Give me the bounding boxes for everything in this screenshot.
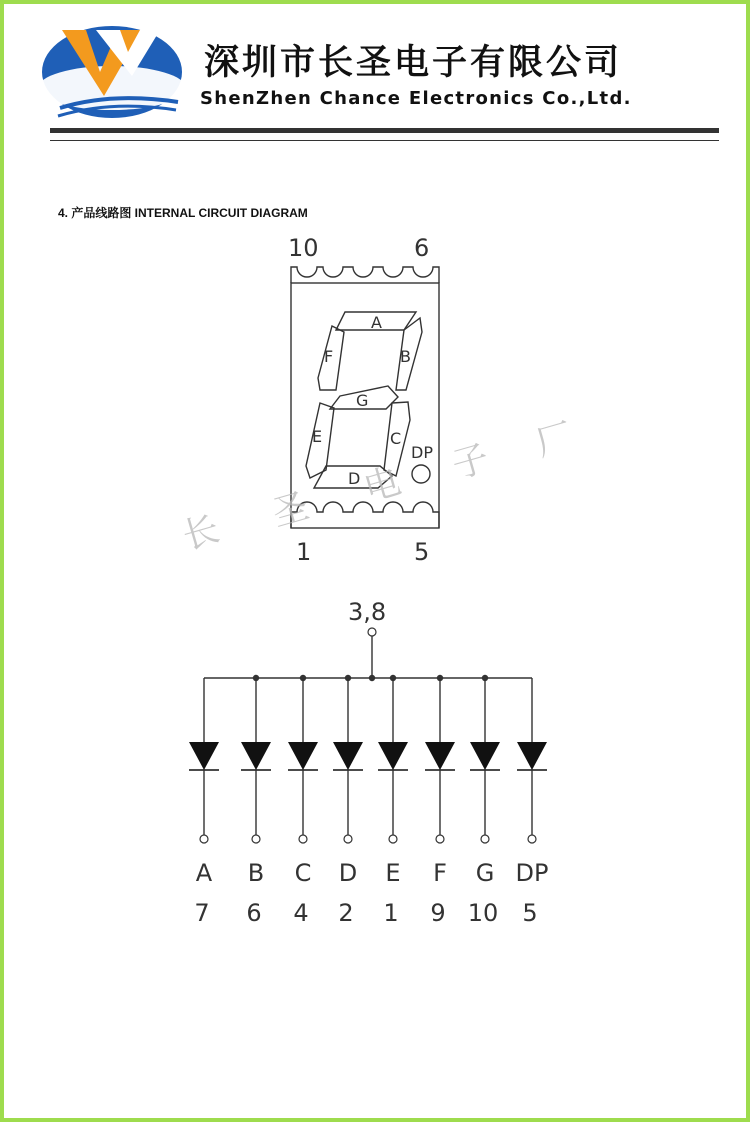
- segment-label-e: E: [312, 427, 323, 446]
- watermark-char-4: 子: [447, 437, 494, 488]
- company-name-en: ShenZhen Chance Electronics Co.,Ltd.: [200, 88, 632, 109]
- pin-label-top-right: 6: [414, 234, 430, 262]
- pin-number-g: 10: [467, 899, 499, 927]
- terminal-g: [481, 835, 489, 843]
- segment-label-d: D: [348, 469, 361, 488]
- watermark-char-5: 厂: [531, 415, 578, 466]
- segment-name-g: G: [475, 859, 495, 887]
- diode-array: [189, 675, 548, 927]
- pin-number-c: 4: [293, 899, 309, 927]
- section-title: 4. 产品线路图 INTERNAL CIRCUIT DIAGRAM: [58, 206, 308, 220]
- diode-d: [333, 742, 363, 770]
- segment-name-d: D: [338, 859, 358, 887]
- common-terminal: [368, 628, 376, 636]
- company-name-cn: 深圳市长圣电子有限公司: [204, 43, 623, 83]
- pin-label-top-left: 10: [288, 234, 319, 262]
- pin-number-a: 7: [194, 899, 210, 927]
- segment-name-f: F: [433, 859, 447, 887]
- diode-e: [378, 742, 408, 770]
- diode-g: [470, 742, 500, 770]
- segment-name-c: C: [294, 859, 312, 887]
- terminal-a: [200, 835, 208, 843]
- segment-name-a: A: [195, 859, 213, 887]
- segment-label-b: B: [400, 347, 411, 366]
- pin-label-bottom-right: 5: [414, 538, 430, 566]
- pin-number-dp: 5: [522, 899, 538, 927]
- pin-number-f: 9: [430, 899, 446, 927]
- terminal-c: [299, 835, 307, 843]
- diode-b: [241, 742, 271, 770]
- segment-label-a: A: [371, 313, 382, 332]
- terminal-b: [252, 835, 260, 843]
- segment-label-f: F: [324, 347, 334, 366]
- segment-name-e: E: [385, 859, 401, 887]
- segment-name-b: B: [247, 859, 265, 887]
- common-junction: [369, 675, 375, 681]
- segment-name-dp: DP: [515, 859, 549, 887]
- common-anode-label: 3,8: [348, 598, 387, 626]
- segment-label-c: C: [390, 429, 402, 448]
- segment-label-g: G: [356, 391, 369, 410]
- watermark-char-1: 长: [178, 508, 224, 559]
- terminal-e: [389, 835, 397, 843]
- terminal-f: [436, 835, 444, 843]
- pin-label-bottom-left: 1: [296, 538, 312, 566]
- diode-dp: [517, 742, 547, 770]
- watermark-char-2: 圣: [267, 485, 314, 536]
- terminal-dp: [528, 835, 536, 843]
- diode-f: [425, 742, 455, 770]
- pin-number-e: 1: [383, 899, 399, 927]
- diode-c: [288, 742, 318, 770]
- watermark-char-3: 电: [359, 460, 406, 511]
- pin-number-d: 2: [338, 899, 354, 927]
- diode-a: [189, 742, 219, 770]
- segment-label-dp: DP: [411, 443, 433, 462]
- pin-number-b: 6: [246, 899, 262, 927]
- terminal-d: [344, 835, 352, 843]
